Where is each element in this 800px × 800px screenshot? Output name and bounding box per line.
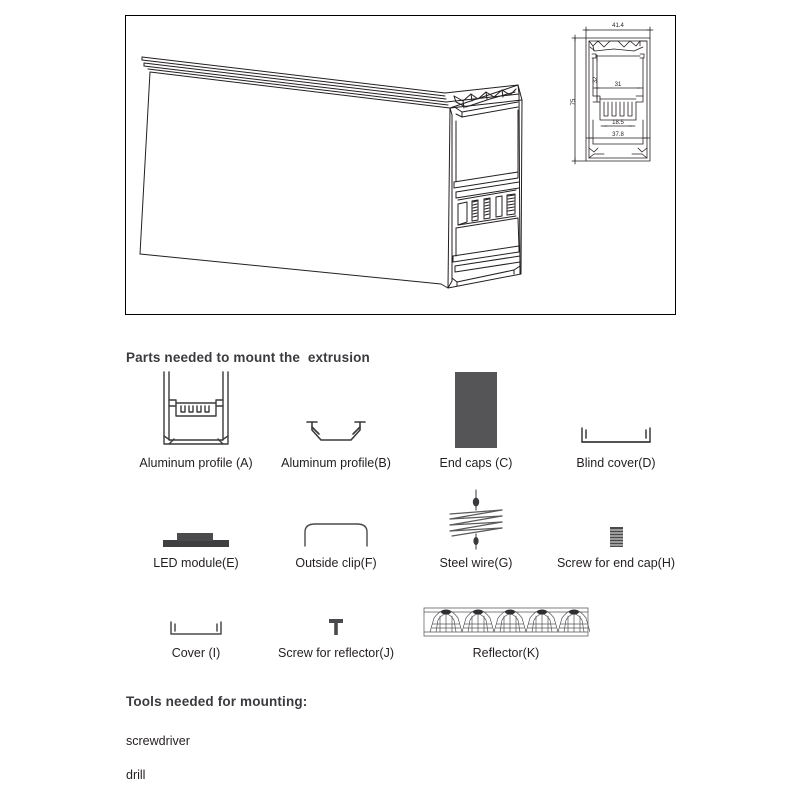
- part-art: [576, 368, 656, 450]
- part-label: End caps (C): [439, 456, 513, 470]
- dimension-inner-width: 31: [614, 82, 622, 88]
- part-item-steel-wire[interactable]: [406, 488, 546, 571]
- reflector-icon: [422, 602, 590, 640]
- part-label: Reflector(K): [472, 646, 540, 660]
- dimension-overall-height: 75: [571, 98, 577, 106]
- dimension-inner-height: 32: [593, 76, 599, 84]
- screw-reflector-icon: [323, 614, 349, 640]
- part-art: [422, 592, 590, 640]
- part-item-end-caps[interactable]: [406, 368, 546, 471]
- parts-row: [126, 488, 686, 571]
- dimension-fin-width: 18.5: [612, 120, 624, 126]
- dimension-overall-width: 41.4: [612, 23, 624, 29]
- outside-clip-icon: [301, 520, 371, 550]
- part-label: LED module(E): [153, 556, 239, 570]
- part-art: [323, 592, 349, 640]
- tool-item: drill: [126, 768, 146, 782]
- part-art: [166, 592, 226, 640]
- part-art: [301, 488, 371, 550]
- part-art: [161, 488, 231, 550]
- cover-icon: [166, 618, 226, 640]
- part-label: Screw for end cap(H): [556, 556, 676, 570]
- part-item-cover[interactable]: [126, 592, 266, 661]
- part-label: Outside clip(F): [295, 556, 377, 570]
- part-label: Cover (I): [171, 646, 221, 660]
- blind-cover-icon: [576, 424, 656, 450]
- part-item-led-module[interactable]: [126, 488, 266, 571]
- part-label: Aluminum profile(B): [281, 456, 391, 470]
- part-label: Aluminum profile (A): [139, 456, 253, 470]
- steel-wire-icon: [441, 488, 511, 550]
- part-item-aluminum-profile-b[interactable]: [266, 368, 406, 471]
- part-art: [303, 368, 369, 450]
- tool-item: screwdriver: [126, 734, 190, 748]
- part-label: Blind cover(D): [576, 456, 656, 470]
- part-item-screw-reflector[interactable]: [266, 592, 406, 661]
- part-label: Screw for reflector(J): [278, 646, 394, 660]
- part-art: [452, 368, 500, 450]
- part-item-reflector[interactable]: [406, 592, 606, 661]
- cross-section-drawing: [564, 16, 676, 314]
- isometric-extrusion-drawing: [126, 16, 566, 314]
- part-item-screw-end-cap[interactable]: [546, 488, 686, 571]
- isometric-extrusion-svg: [126, 16, 566, 314]
- cross-section-svg: [564, 16, 676, 314]
- tools-section-heading: Tools needed for mounting:: [126, 694, 308, 709]
- screw-end-cap-icon: [601, 524, 631, 550]
- technical-drawing-panel: [125, 15, 676, 315]
- aluminum-profile-a-icon: [150, 370, 242, 450]
- parts-row: [126, 592, 686, 661]
- end-caps-icon: [452, 370, 500, 450]
- parts-row: [126, 368, 686, 471]
- parts-section-heading: Parts needed to mount the extrusion: [126, 350, 370, 365]
- part-item-aluminum-profile-a[interactable]: [126, 368, 266, 471]
- part-art: [441, 488, 511, 550]
- aluminum-profile-b-icon: [303, 416, 369, 450]
- part-art: [601, 488, 631, 550]
- led-module-icon: [161, 528, 231, 550]
- part-item-outside-clip[interactable]: [266, 488, 406, 571]
- part-art: [150, 368, 242, 450]
- part-label: Steel wire(G): [439, 556, 513, 570]
- dimension-body-width: 37.8: [612, 132, 624, 138]
- part-item-blind-cover[interactable]: [546, 368, 686, 471]
